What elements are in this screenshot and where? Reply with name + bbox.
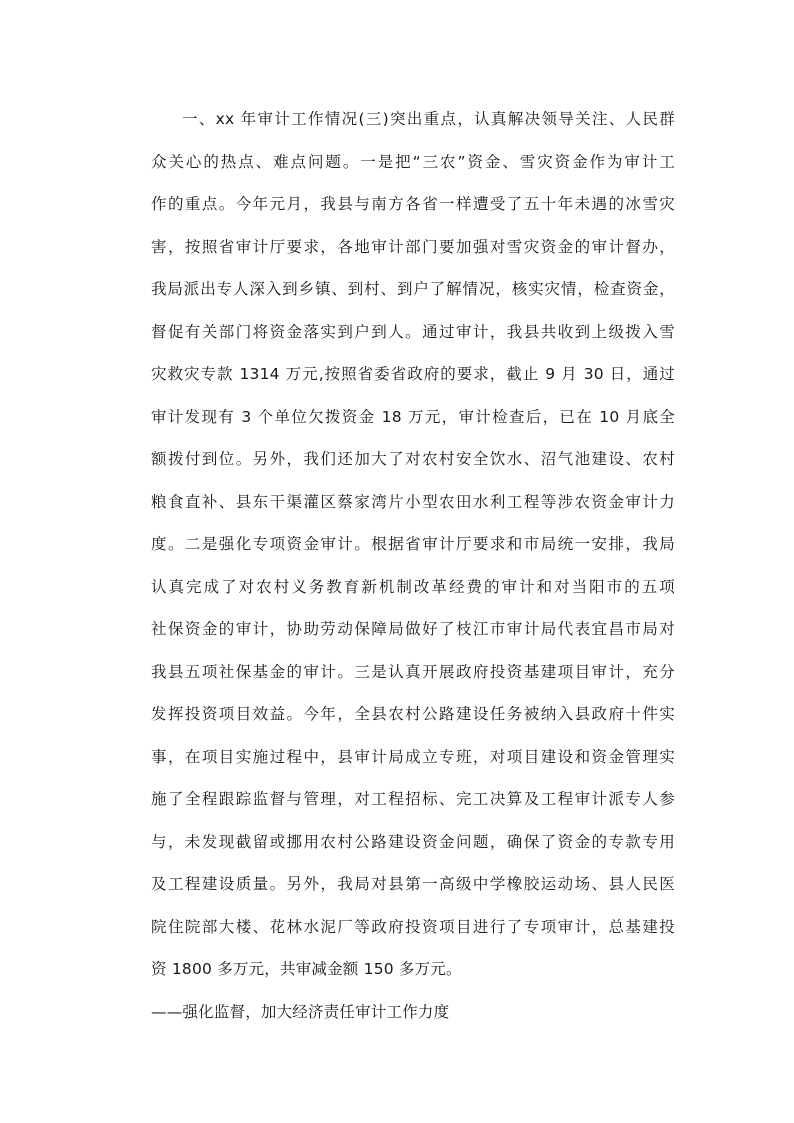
paragraph-line: 施了全程跟踪监督与管理，对工程招标、完工决算及工程审计派专人参 [151, 790, 675, 808]
paragraph-line: 资 1800 多万元，共审减金额 150 多万元。 [151, 960, 462, 978]
paragraph-line: 及工程建设质量。另外，我局对县第一高级中学橡胶运动场、县人民医 [151, 875, 675, 893]
paragraph-line: 督促有关部门将资金落实到户到人。通过审计，我县共收到上级拨入雪 [151, 322, 675, 341]
paragraph-line: 我县五项社保基金的审计。三是认真开展政府投资基建项目审计，充分 [151, 662, 675, 681]
paragraph-line: 事，在项目实施过程中，县审计局成立专班，对项目建设和资金管理实 [151, 747, 675, 766]
section-heading: ——强化监督，加大经济责任审计工作力度 [151, 1002, 450, 1021]
paragraph-line: 度。二是强化专项资金审计。根据省审计厅要求和市局统一安排，我局 [151, 535, 675, 553]
paragraph-line: 发挥投资项目效益。今年，全县农村公路建设任务被纳入县政府十件实 [151, 705, 675, 723]
paragraph-line: 院住院部大楼、花林水泥厂等政府投资项目进行了专项审计，总基建投 [151, 917, 675, 936]
paragraph-line: 灾救灾专款 1314 万元,按照省委省政府的要求，截止 9 月 30 日，通过 [151, 365, 675, 383]
paragraph-audit-work [120, 98, 675, 991]
paragraph-line: 害，按照省审计厅要求，各地审计部门要加强对雪灾资金的审计督办， [151, 237, 675, 256]
paragraph-line: 额拨付到位。另外，我们还加大了对农村安全饮水、沼气池建设、农村 [151, 450, 675, 468]
paragraph-line: 作的重点。今年元月，我县与南方各省一样遭受了五十年未遇的冰雪灾 [151, 195, 675, 213]
paragraph-line: 社保资金的审计，协助劳动保障局做好了枝江市审计局代表宜昌市局对 [151, 620, 675, 638]
document-body [120, 98, 675, 1033]
paragraph-line: 我局派出专人深入到乡镇、到村、到户了解情况，核实灾情，检查资金， [151, 280, 675, 298]
paragraph-line: 认真完成了对农村义务教育新机制改革经费的审计和对当阳市的五项 [151, 577, 675, 596]
paragraph-line: 审计发现有 3 个单位欠拨资金 18 万元，审计检查后，已在 10 月底全 [151, 407, 675, 426]
paragraph-line: 与，未发现截留或挪用农村公路建设资金问题，确保了资金的专款专用 [151, 832, 675, 851]
paragraph-line: 一、xx 年审计工作情况(三)突出重点，认真解决领导关注、人民群 [182, 110, 675, 128]
paragraph-line: 众关心的热点、难点问题。一是把“三农”资金、雪灾资金作为审计工 [151, 152, 675, 171]
paragraph-line: 粮食直补、县东干渠灌区蔡家湾片小型农田水利工程等涉农资金审计力 [151, 492, 675, 511]
